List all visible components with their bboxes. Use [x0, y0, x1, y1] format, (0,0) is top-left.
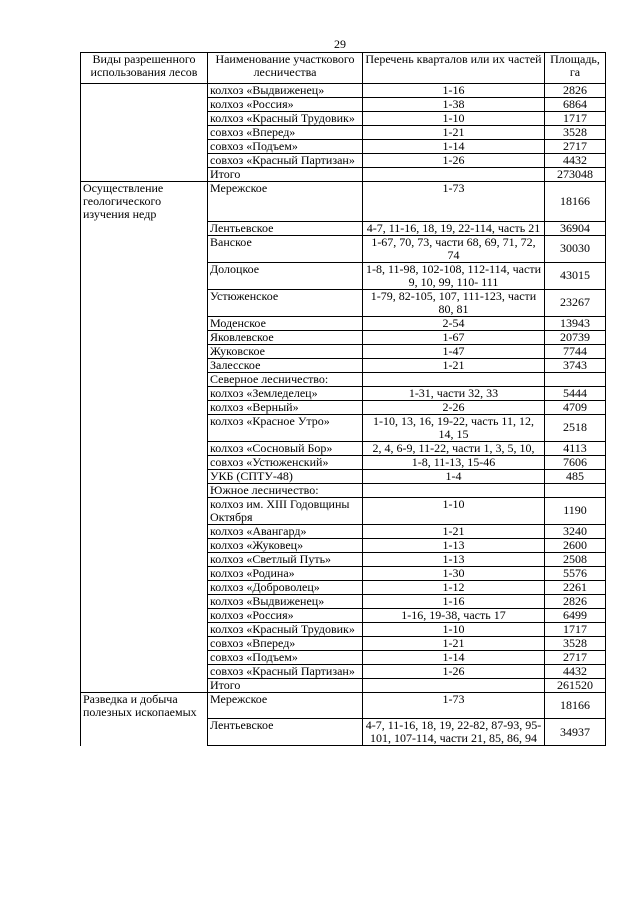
forestry-name-cell: Яковлевское [208, 330, 363, 344]
table-row [81, 386, 606, 400]
quarters-cell: 1-8, 11-98, 102-108, 112-114, части 9, 10, 99, 110- 111 [363, 262, 545, 289]
table-row [81, 594, 606, 608]
area-cell: 18166 [545, 182, 606, 222]
area-cell: 23267 [545, 289, 606, 316]
forestry-name-cell: колхоз «Красный Трудовик» [208, 112, 363, 126]
area-cell: 5576 [545, 566, 606, 580]
forestry-name-cell: колхоз «Доброволец» [208, 580, 363, 594]
page-number: 29 [334, 37, 346, 51]
table-row [81, 316, 606, 330]
table-row [81, 168, 606, 182]
quarters-cell: 2-54 [363, 316, 545, 330]
table-row [81, 112, 606, 126]
area-cell: 2826 [545, 84, 606, 98]
quarters-cell: 1-26 [363, 154, 545, 168]
area-cell: 4709 [545, 400, 606, 414]
table-row [81, 469, 606, 483]
table-row [81, 497, 606, 524]
use-type-cell [81, 678, 208, 692]
table-row [81, 235, 606, 262]
use-type-cell [81, 538, 208, 552]
forestry-name-cell: совхоз «Подъем» [208, 650, 363, 664]
use-type-cell [81, 235, 208, 262]
area-cell: 2717 [545, 140, 606, 154]
area-cell: 3743 [545, 358, 606, 372]
quarters-cell: 1-16, 19-38, часть 17 [363, 608, 545, 622]
area-cell: 261520 [545, 678, 606, 692]
quarters-cell: 1-10 [363, 622, 545, 636]
area-cell: 1717 [545, 112, 606, 126]
forestry-name-cell: колхоз «Верный» [208, 400, 363, 414]
use-type-cell [81, 140, 208, 154]
quarters-cell [363, 168, 545, 182]
area-cell: 43015 [545, 262, 606, 289]
use-type-cell [81, 262, 208, 289]
table-row [81, 538, 606, 552]
use-type-cell [81, 664, 208, 678]
forestry-name-cell: Моденское [208, 316, 363, 330]
forestry-name-cell: Итого [208, 168, 363, 182]
use-type-cell [81, 112, 208, 126]
quarters-cell: 1-10, 13, 16, 19-22, часть 11, 12, 14, 15 [363, 414, 545, 441]
table-row [81, 441, 606, 455]
use-type-cell [81, 719, 208, 746]
forestry-name-cell: колхоз «Россия» [208, 98, 363, 112]
header-area: Площадь, га [545, 53, 606, 84]
area-cell: 1717 [545, 622, 606, 636]
forestry-name-cell: Мережское [208, 692, 363, 719]
forestry-name-cell: колхоз «Авангард» [208, 524, 363, 538]
area-cell: 4432 [545, 154, 606, 168]
forestry-name-cell: колхоз «Выдвиженец» [208, 84, 363, 98]
table-row [81, 678, 606, 692]
quarters-cell: 1-21 [363, 126, 545, 140]
use-type-cell: Осуществление геологического изучения недр [81, 182, 208, 222]
quarters-cell: 1-67 [363, 330, 545, 344]
use-type-cell [81, 386, 208, 400]
area-cell [545, 372, 606, 386]
area-cell: 6864 [545, 98, 606, 112]
use-type-cell [81, 455, 208, 469]
forestry-name-cell: Залесское [208, 358, 363, 372]
area-cell: 485 [545, 469, 606, 483]
forestry-name-cell: Итого [208, 678, 363, 692]
area-cell [545, 483, 606, 497]
quarters-cell: 1-4 [363, 469, 545, 483]
quarters-cell: 1-73 [363, 182, 545, 222]
forestry-name-cell: Устюженское [208, 289, 363, 316]
table-row [81, 84, 606, 98]
forestry-name-cell: совхоз «Вперед» [208, 126, 363, 140]
area-cell: 5444 [545, 386, 606, 400]
quarters-cell: 1-13 [363, 552, 545, 566]
area-cell: 13943 [545, 316, 606, 330]
area-cell: 6499 [545, 608, 606, 622]
forestry-name-cell: колхоз «Красное Утро» [208, 414, 363, 441]
table-row [81, 580, 606, 594]
area-cell: 2508 [545, 552, 606, 566]
forestry-name-cell: Ванское [208, 235, 363, 262]
area-cell: 2717 [545, 650, 606, 664]
use-type-cell [81, 344, 208, 358]
forestry-name-cell: Лентьевское [208, 719, 363, 746]
quarters-cell [363, 483, 545, 497]
forestry-name-cell: колхоз им. XIII Годовщины Октября [208, 497, 363, 524]
use-type-cell [81, 594, 208, 608]
quarters-cell: 1-26 [363, 664, 545, 678]
quarters-cell: 1-21 [363, 524, 545, 538]
forestry-name-cell: совхоз «Красный Партизан» [208, 664, 363, 678]
area-cell: 4432 [545, 664, 606, 678]
table-row [81, 262, 606, 289]
use-type-cell [81, 524, 208, 538]
use-type-cell [81, 400, 208, 414]
use-type-cell [81, 84, 208, 98]
forestry-name-cell: Жуковское [208, 344, 363, 358]
quarters-cell: 1-14 [363, 650, 545, 664]
area-cell: 30030 [545, 235, 606, 262]
area-cell: 3528 [545, 636, 606, 650]
quarters-cell [363, 678, 545, 692]
quarters-cell: 1-47 [363, 344, 545, 358]
quarters-cell: 1-14 [363, 140, 545, 154]
use-type-cell [81, 566, 208, 580]
quarters-cell: 1-38 [363, 98, 545, 112]
quarters-cell: 1-12 [363, 580, 545, 594]
forestry-name-cell: колхоз «Жуковец» [208, 538, 363, 552]
table-row [81, 692, 606, 719]
use-type-cell [81, 580, 208, 594]
table-row [81, 372, 606, 386]
area-cell: 2261 [545, 580, 606, 594]
table-row [81, 289, 606, 316]
quarters-cell: 4-7, 11-16, 18, 19, 22-114, часть 21 [363, 221, 545, 235]
header-use-type: Виды разрешенного использования лесов [81, 53, 208, 84]
area-cell: 2826 [545, 594, 606, 608]
forestry-name-cell: УКБ (СПТУ-48) [208, 469, 363, 483]
area-cell: 3240 [545, 524, 606, 538]
forestry-name-cell: Лентьевское [208, 221, 363, 235]
area-cell: 7606 [545, 455, 606, 469]
area-cell: 3528 [545, 126, 606, 140]
area-cell: 36904 [545, 221, 606, 235]
forestry-name-cell: совхоз «Красный Партизан» [208, 154, 363, 168]
forestry-name-cell: Южное лесничество: [208, 483, 363, 497]
use-type-cell [81, 221, 208, 235]
quarters-cell: 2, 4, 6-9, 11-22, части 1, 3, 5, 10, [363, 441, 545, 455]
table-row [81, 126, 606, 140]
table-row [81, 608, 606, 622]
quarters-cell: 4-7, 11-16, 18, 19, 22-82, 87-93, 95-101, 107-114, части 21, 85, 86, 94 [363, 719, 545, 746]
table-row [81, 358, 606, 372]
table-row [81, 344, 606, 358]
table-row [81, 552, 606, 566]
table-row [81, 719, 606, 746]
header-forestry-name: Наименование участкового лесничества [208, 53, 363, 84]
area-cell: 34937 [545, 719, 606, 746]
quarters-cell: 1-21 [363, 636, 545, 650]
table-row [81, 650, 606, 664]
use-type-cell [81, 552, 208, 566]
quarters-cell: 1-79, 82-105, 107, 111-123, части 80, 81 [363, 289, 545, 316]
use-type-cell [81, 650, 208, 664]
forestry-name-cell: совхоз «Подъем» [208, 140, 363, 154]
forestry-name-cell: Долоцкое [208, 262, 363, 289]
use-type-cell [81, 289, 208, 316]
use-type-cell: Разведка и добыча полезных ископаемых [81, 692, 208, 719]
table-row [81, 221, 606, 235]
area-cell: 20739 [545, 330, 606, 344]
use-type-cell [81, 316, 208, 330]
table-row [81, 524, 606, 538]
table-body [81, 84, 606, 746]
quarters-cell: 1-10 [363, 497, 545, 524]
use-type-cell [81, 330, 208, 344]
table-row [81, 566, 606, 580]
use-type-cell [81, 469, 208, 483]
header-quarters: Перечень кварталов или их частей [363, 53, 545, 84]
table-row [81, 483, 606, 497]
use-type-cell [81, 497, 208, 524]
forestry-name-cell: колхоз «Красный Трудовик» [208, 622, 363, 636]
quarters-cell: 1-67, 70, 73, части 68, 69, 71, 72, 74 [363, 235, 545, 262]
use-type-cell [81, 154, 208, 168]
table-row [81, 455, 606, 469]
table-row [81, 98, 606, 112]
forest-use-table [80, 52, 606, 746]
quarters-cell: 1-16 [363, 84, 545, 98]
quarters-cell: 1-21 [363, 358, 545, 372]
table-row [81, 140, 606, 154]
area-cell: 1190 [545, 497, 606, 524]
table-row [81, 414, 606, 441]
use-type-cell [81, 414, 208, 441]
table-row [81, 154, 606, 168]
area-cell: 4113 [545, 441, 606, 455]
area-cell: 7744 [545, 344, 606, 358]
table-row [81, 622, 606, 636]
table-row [81, 182, 606, 222]
forestry-name-cell: колхоз «Россия» [208, 608, 363, 622]
quarters-cell [363, 372, 545, 386]
use-type-cell [81, 126, 208, 140]
area-cell: 2600 [545, 538, 606, 552]
quarters-cell: 1-8, 11-13, 15-46 [363, 455, 545, 469]
quarters-cell: 1-73 [363, 692, 545, 719]
table-row [81, 330, 606, 344]
forestry-name-cell: Северное лесничество: [208, 372, 363, 386]
table-row [81, 664, 606, 678]
quarters-cell: 1-30 [363, 566, 545, 580]
table-row [81, 400, 606, 414]
quarters-cell: 1-31, части 32, 33 [363, 386, 545, 400]
use-type-cell [81, 483, 208, 497]
forestry-name-cell: колхоз «Земледелец» [208, 386, 363, 400]
area-cell: 18166 [545, 692, 606, 719]
forestry-name-cell: совхоз «Устюженский» [208, 455, 363, 469]
use-type-cell [81, 372, 208, 386]
table-header-row [81, 53, 606, 84]
quarters-cell: 1-10 [363, 112, 545, 126]
table-row [81, 636, 606, 650]
use-type-cell [81, 608, 208, 622]
area-cell: 2518 [545, 414, 606, 441]
forestry-name-cell: колхоз «Сосновый Бор» [208, 441, 363, 455]
forestry-name-cell: колхоз «Выдвиженец» [208, 594, 363, 608]
use-type-cell [81, 622, 208, 636]
forestry-name-cell: колхоз «Родина» [208, 566, 363, 580]
area-cell: 273048 [545, 168, 606, 182]
quarters-cell: 1-13 [363, 538, 545, 552]
forestry-name-cell: Мережское [208, 182, 363, 222]
use-type-cell [81, 358, 208, 372]
quarters-cell: 1-16 [363, 594, 545, 608]
use-type-cell [81, 168, 208, 182]
use-type-cell [81, 441, 208, 455]
use-type-cell [81, 636, 208, 650]
forestry-name-cell: совхоз «Вперед» [208, 636, 363, 650]
use-type-cell [81, 98, 208, 112]
quarters-cell: 2-26 [363, 400, 545, 414]
forestry-name-cell: колхоз «Светлый Путь» [208, 552, 363, 566]
